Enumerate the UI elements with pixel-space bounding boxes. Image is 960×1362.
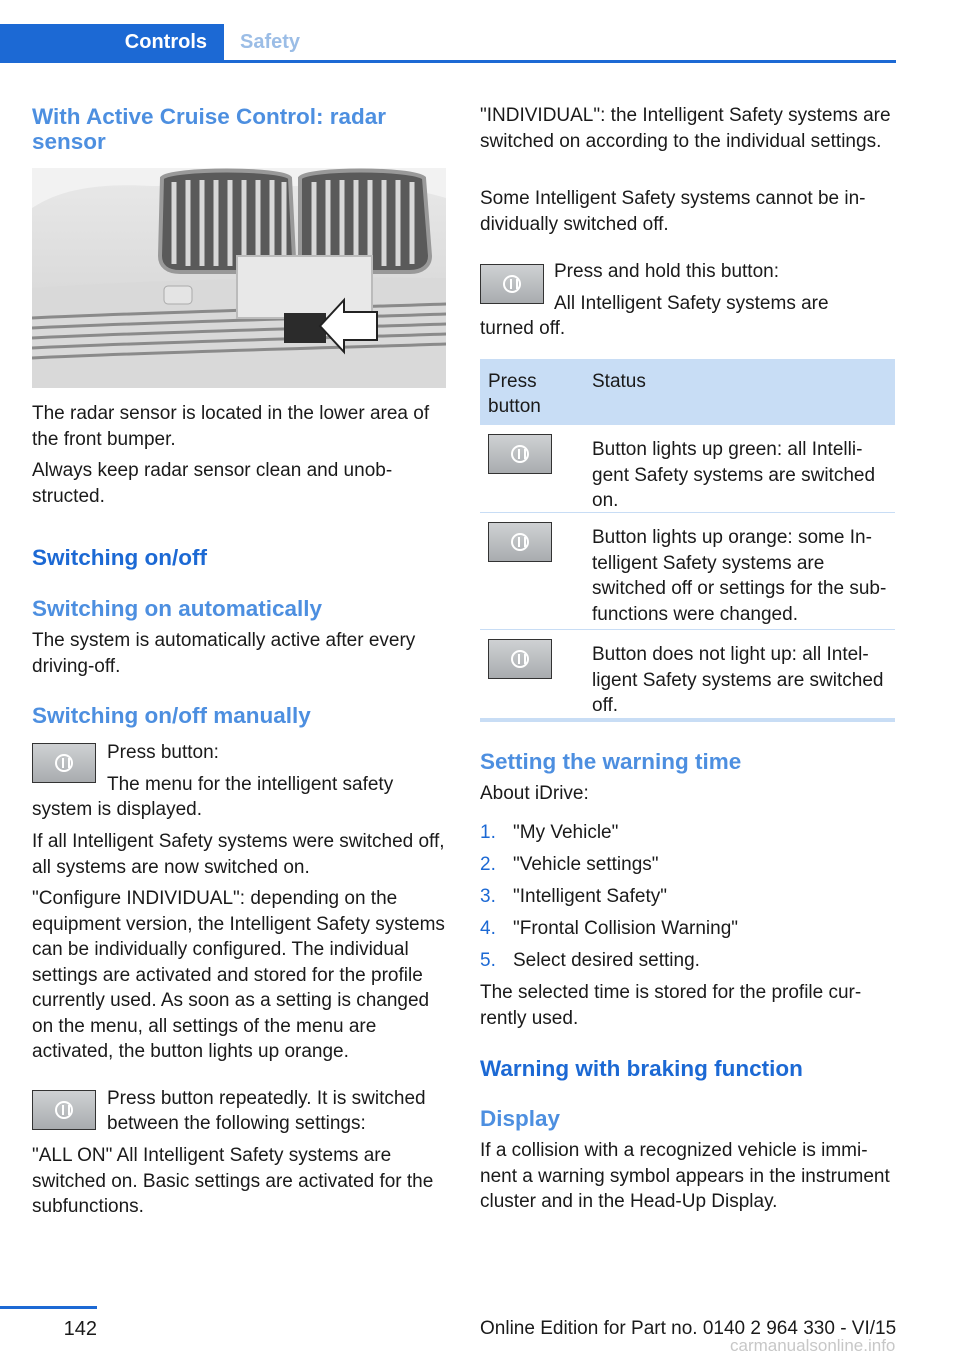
individual-paragraph: "INDIVIDUAL": the Intelligent Safety systems are switched on according to the individual settings. xyxy=(480,105,891,152)
intelligent-safety-button-icon xyxy=(32,1090,96,1130)
button-orange-icon xyxy=(488,522,552,562)
table-header xyxy=(480,359,895,425)
table-row-status: Button lights up orange: some Intelligent Safety systems are switched off or settings for the sub-functions were changed. xyxy=(592,527,887,625)
tab-safety[interactable]: Safety xyxy=(240,30,301,53)
table-header-press-button: Press button xyxy=(488,371,541,417)
button-green-icon xyxy=(488,434,552,474)
header-tab-bar xyxy=(0,24,896,63)
heading-radar-sensor: With Active Cruise Control: radar sensor xyxy=(32,104,387,154)
repeat-text-line-1: Press button repeatedly. It is switched xyxy=(107,1088,426,1109)
heading-switching-on-off: Switching on/off xyxy=(32,545,207,570)
table-row-status: Button lights up green: all Intelligent Safety systems are switched on. xyxy=(592,439,876,511)
intelligent-safety-button-icon xyxy=(32,743,96,783)
manual-paragraph-2: If all Intelligent Safety systems were switched off, all systems are now switched on. xyxy=(32,831,445,878)
table-row xyxy=(480,425,895,513)
heading-warning-braking-function: Warning with braking function xyxy=(480,1056,803,1081)
display-paragraph: If a collision with a recognized vehicle is imminent a warning symbol appears in the instrument cluster and in the Head-Up Display. xyxy=(480,1140,890,1212)
radar-sensor-photo xyxy=(32,168,446,388)
page-number: 142 xyxy=(63,1318,97,1340)
list-item: 2. "Vehicle settings" xyxy=(480,854,659,875)
list-item: 5. Select desired setting. xyxy=(480,950,700,971)
about-idrive-text: About iDrive: xyxy=(480,783,589,804)
menu-text-line-2: system is displayed. xyxy=(32,799,203,820)
menu-text-line-1: The menu for the intelligent safety xyxy=(107,774,394,795)
heading-setting-warning-time: Setting the warning time xyxy=(480,749,742,774)
list-item: 1. "My Vehicle" xyxy=(480,822,619,843)
table-bottom-rule xyxy=(480,718,895,722)
stored-paragraph: The selected time is stored for the profile currently used. xyxy=(480,982,862,1029)
heading-switching-on-automatically: Switching on automatically xyxy=(32,596,323,621)
hold-text-line-3: turned off. xyxy=(480,318,566,339)
watermark-text: carmanualsonline.info xyxy=(730,1336,896,1355)
table-row xyxy=(480,630,895,718)
auto-paragraph: The system is automatically active after every driving-off. xyxy=(32,630,416,677)
table-header-status: Status xyxy=(592,371,646,392)
intelligent-safety-button-icon xyxy=(480,264,544,304)
all-on-paragraph: "ALL ON" All Intelligent Safety systems are switched on. Basic settings are activated for the subfunctions. xyxy=(32,1145,434,1217)
heading-display: Display xyxy=(480,1106,561,1131)
tab-controls[interactable]: Controls xyxy=(0,24,224,60)
button-off-icon xyxy=(488,639,552,679)
cannot-switch-off-paragraph: Some Intelligent Safety systems cannot be individually switched off. xyxy=(480,188,866,235)
online-edition-text: Online Edition for Part no. 0140 2 964 330 - VI/15 xyxy=(480,1318,897,1339)
heading-switching-on-off-manually: Switching on/off manually xyxy=(32,703,311,728)
hold-text-line-1: Press and hold this button: xyxy=(554,261,779,282)
hold-text-line-2: All Intelligent Safety systems are xyxy=(554,293,829,314)
footer-rule xyxy=(0,1306,97,1309)
radar-paragraph-2: Always keep radar sensor clean and unobstructed. xyxy=(32,460,393,507)
list-item: 3. "Intelligent Safety" xyxy=(480,886,667,907)
table-row-status: Button does not light up: all Intelligent Safety systems are switched off. xyxy=(592,644,884,716)
list-item: 4. "Frontal Collision Warning" xyxy=(480,918,739,939)
table-row xyxy=(480,513,895,630)
radar-paragraph-1: The radar sensor is located in the lower area of the front bumper. xyxy=(32,403,430,450)
manual-paragraph-3: "Configure INDIVIDUAL": depending on the equipment version, the Intelligent Safety systems can be individually configured. The individual settings are activated and stored for the profile currently used. As soon as a setting is changed on the menu, all settings of the menu are activated, the button lights up orange. xyxy=(32,888,445,1062)
repeat-text-line-2: between the following settings: xyxy=(107,1113,366,1134)
button-status-table xyxy=(480,359,895,722)
press-button-text: Press button: xyxy=(107,742,219,763)
